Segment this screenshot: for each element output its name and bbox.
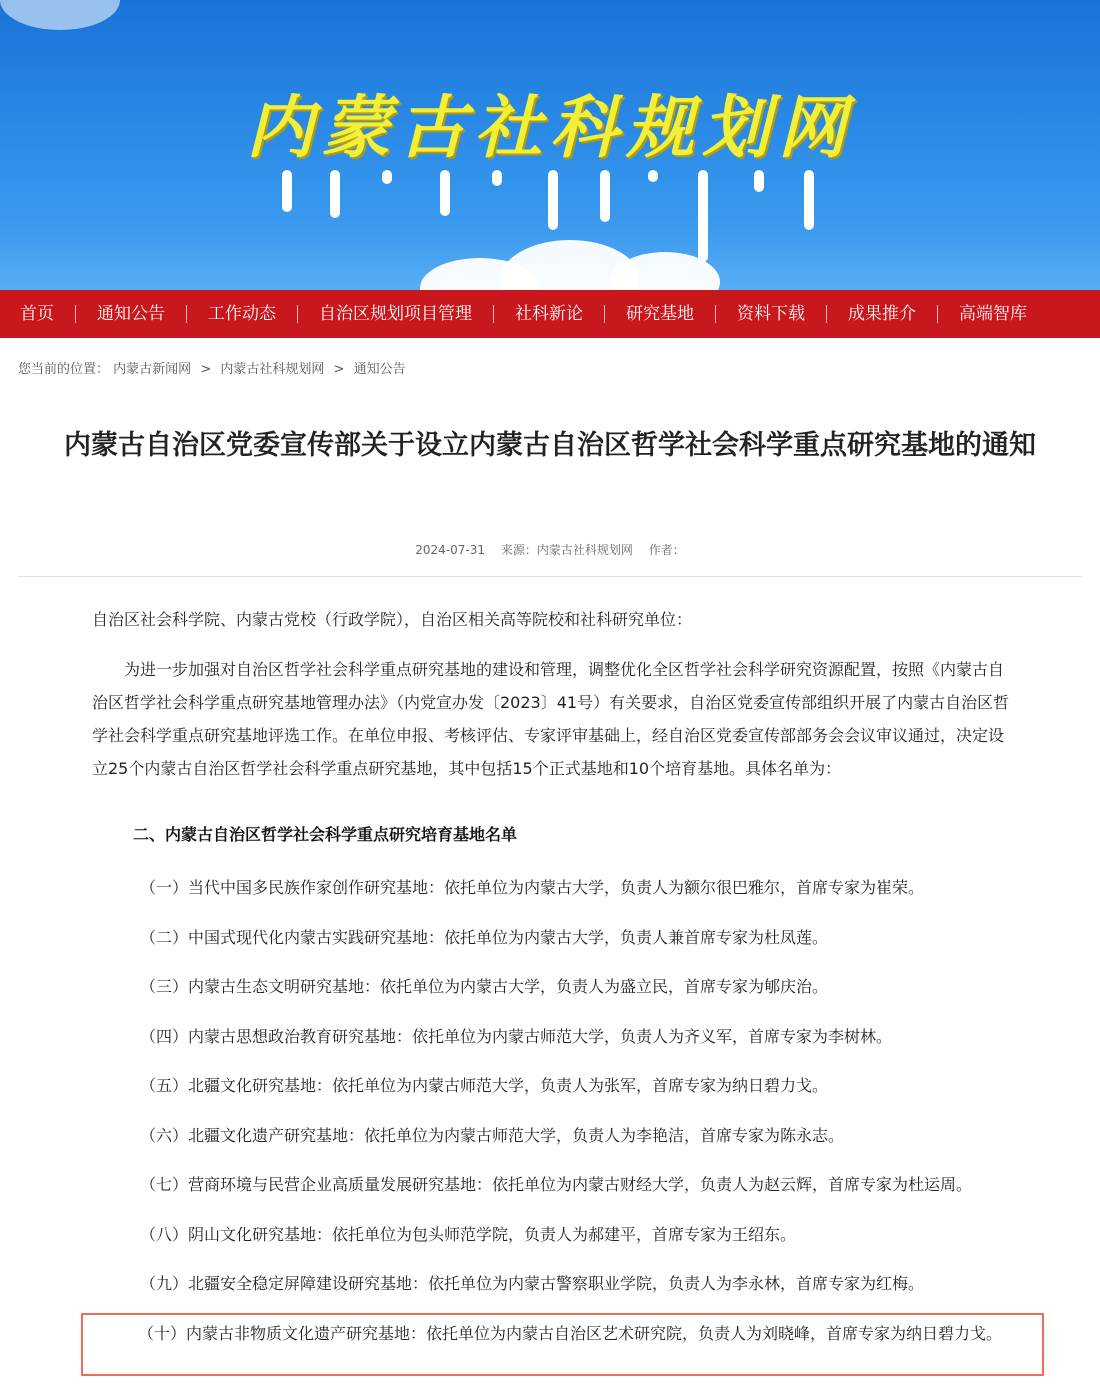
- mongolian-script-logo: [270, 170, 850, 265]
- list-item: （一）当代中国多民族作家创作研究基地：依托单位为内蒙古大学，负责人为额尔很巴雅尔，首席专家为崔荣。: [140, 878, 925, 897]
- list-item: （八）阴山文化研究基地：依托单位为包头师范学院，负责人为郝建平，首席专家为王绍东。: [140, 1225, 797, 1244]
- main-nav: [0, 290, 1100, 338]
- cloud-decoration: [0, 0, 120, 30]
- article-source: 来源：内蒙古社科规划网: [500, 543, 633, 557]
- article-intro-paragraph: 为进一步加强对自治区哲学社会科学重点研究基地的建设和管理，调整优化全区哲学社会科学研究资源配置，按照《内蒙古自治区哲学社会科学重点研究基地管理办法》（内党宣办发〔2023〕41号）有关要求，自治区党委宣传部组织开展了内蒙古自治区哲学社会科学重点研究基地评选工作。在单位申报、考核评估、专家评审基础上，经自治区党委宣传部部务会会议审议通过，决定设立25个内蒙古自治区哲学社会科学重点研究基地，其中包括15个正式基地和10个培育基地。具体名单为：: [92, 660, 1010, 778]
- breadcrumb-label: 您当前的位置：: [18, 362, 110, 377]
- breadcrumb-separator: >: [333, 362, 345, 377]
- nav-divider: [297, 305, 298, 323]
- section-heading: 二、内蒙古自治区哲学社会科学重点研究培育基地名单: [133, 825, 518, 844]
- nav-divider: [604, 305, 605, 323]
- list-item: （七）营商环境与民营企业高质量发展研究基地：依托单位为内蒙古财经大学，负责人为赵云辉，首席专家为杜运周。: [140, 1175, 973, 1194]
- nav-divider: [826, 305, 827, 323]
- list-item: （五）北疆文化研究基地：依托单位为内蒙古师范大学，负责人为张军，首席专家为纳日碧力戈。: [140, 1076, 829, 1095]
- breadcrumb-link-news[interactable]: 内蒙古新闻网: [113, 362, 192, 377]
- breadcrumb: [18, 358, 406, 377]
- list-item: （九）北疆安全稳定屏障建设研究基地：依托单位为内蒙古警察职业学院，负责人为李永林，首席专家为红梅。: [140, 1274, 925, 1293]
- nav-divider: [493, 305, 494, 323]
- nav-divider: [186, 305, 187, 323]
- site-banner: [0, 0, 1100, 290]
- nav-item-achievements[interactable]: 成果推介: [848, 304, 916, 324]
- nav-divider: [937, 305, 938, 323]
- breadcrumb-link-site[interactable]: 内蒙古社科规划网: [220, 362, 325, 377]
- nav-item-new-theories[interactable]: 社科新论: [515, 304, 583, 324]
- nav-item-downloads[interactable]: 资料下载: [737, 304, 805, 324]
- title-divider: [18, 576, 1082, 577]
- highlighted-list-item: （十）内蒙古非物质文化遗产研究基地：依托单位为内蒙古自治区艺术研究院，负责人为刘晓峰，首席专家为纳日碧力戈。: [138, 1324, 1003, 1343]
- breadcrumb-link-notices[interactable]: 通知公告: [353, 362, 406, 377]
- article-author: 作者：: [648, 543, 685, 557]
- nav-item-research-bases[interactable]: 研究基地: [626, 304, 694, 324]
- article-date: 2024-07-31: [415, 543, 486, 557]
- nav-divider: [75, 305, 76, 323]
- site-logo-title[interactable]: 内蒙古社科规划网: [245, 88, 854, 168]
- nav-item-home[interactable]: 首页: [20, 304, 54, 324]
- article-salutation: 自治区社会科学院、内蒙古党校（行政学院），自治区相关高等院校和社科研究单位：: [92, 610, 693, 629]
- article-meta: [0, 541, 1100, 558]
- article-title: 内蒙古自治区党委宣传部关于设立内蒙古自治区哲学社会科学重点研究基地的通知: [64, 430, 1036, 461]
- nav-divider: [715, 305, 716, 323]
- list-item: （二）中国式现代化内蒙古实践研究基地：依托单位为内蒙古大学，负责人兼首席专家为杜凤莲。: [140, 928, 829, 947]
- nav-item-work-news[interactable]: 工作动态: [208, 304, 276, 324]
- list-item: （四）内蒙古思想政治教育研究基地：依托单位为内蒙古师范大学，负责人为齐义军，首席专家为李树林。: [140, 1027, 893, 1046]
- nav-item-project-management[interactable]: 自治区规划项目管理: [319, 304, 472, 324]
- nav-item-think-tank[interactable]: 高端智库: [959, 304, 1027, 324]
- list-item: （三）内蒙古生态文明研究基地：依托单位为内蒙古大学，负责人为盛立民，首席专家为郇庆治。: [140, 977, 829, 996]
- list-item: （六）北疆文化遗产研究基地：依托单位为内蒙古师范大学，负责人为李艳洁，首席专家为陈永志。: [140, 1126, 845, 1145]
- nav-item-notices[interactable]: 通知公告: [97, 304, 165, 324]
- breadcrumb-separator: >: [200, 362, 212, 377]
